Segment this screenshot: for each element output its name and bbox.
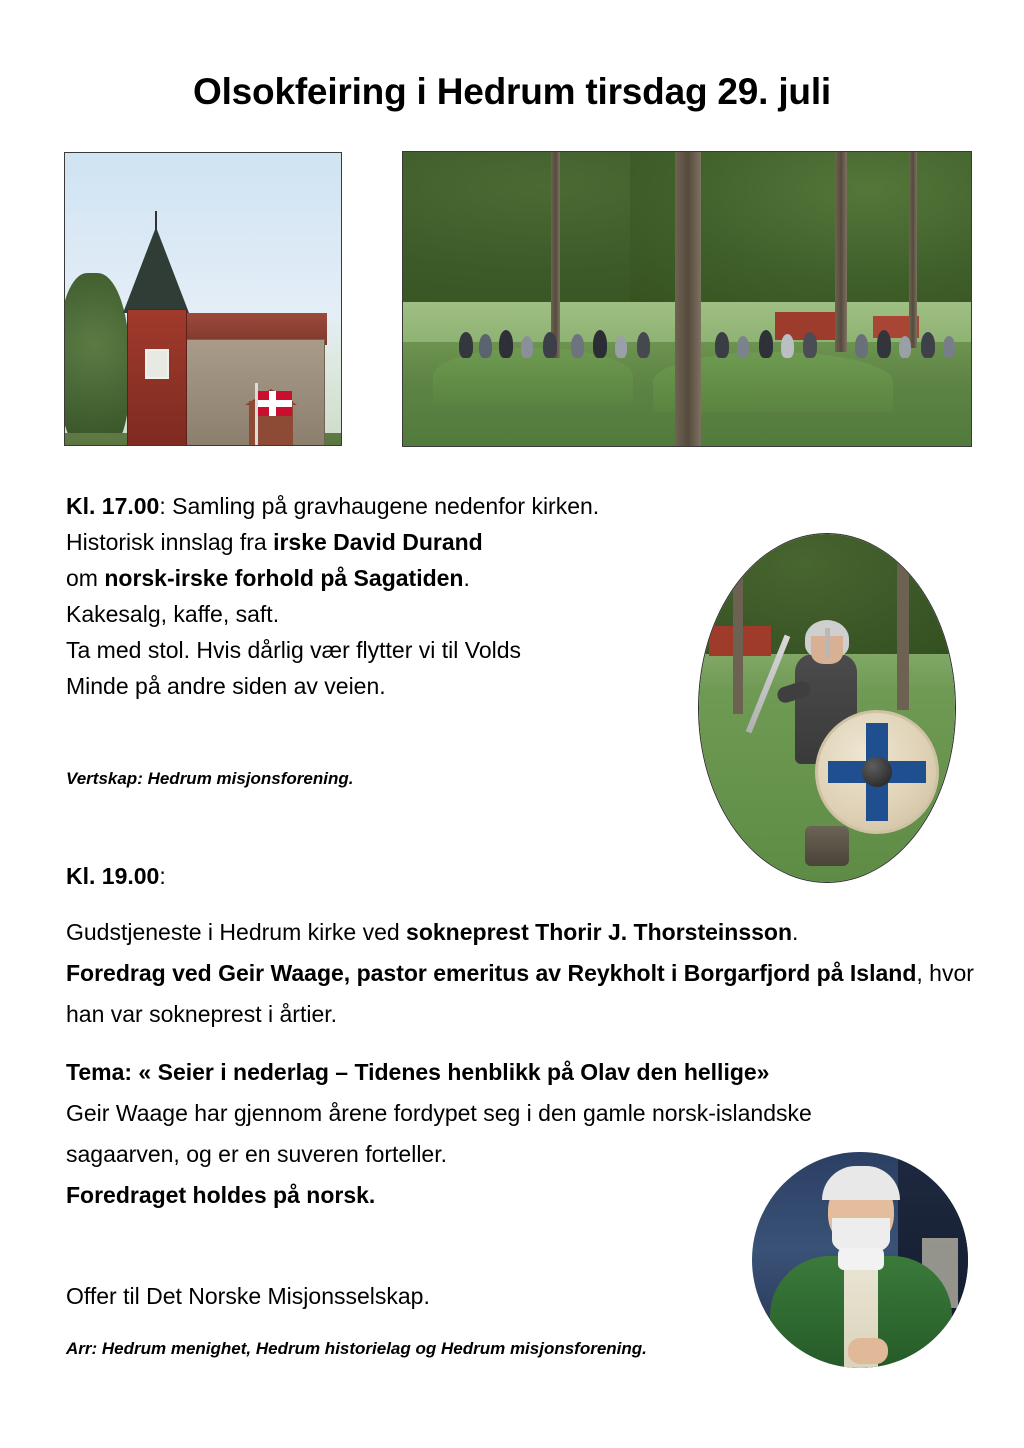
viking-tree-trunk-right: [897, 534, 909, 710]
section-1700-line-6: Minde på andre siden av veien.: [66, 673, 386, 699]
tree-trunk-far-right: [909, 152, 917, 348]
tree-foliage: [64, 273, 129, 446]
gravestones: [65, 441, 341, 446]
section-1900-heading: Kl. 19.00:: [66, 863, 166, 889]
service-line: Gudstjeneste i Hedrum kirke ved sokneprest Thorir J. Thorsteinsson.: [66, 919, 799, 945]
section-1700-line-3: om norsk-irske forhold på Sagatiden.: [66, 565, 470, 591]
language-line: Foredraget holdes på norsk.: [66, 1182, 376, 1208]
about-line-1: Geir Waage har gjennom årene fordypet seg i den gamle norsk-islandske: [66, 1100, 812, 1126]
cross-shield: [815, 710, 939, 834]
spire-finial: [155, 211, 157, 231]
section-1700-text: [66, 488, 686, 704]
clerical-collar: [838, 1248, 884, 1270]
time-1700-label: Kl. 17.00: [66, 493, 160, 519]
lecture-line: Foredrag ved Geir Waage, pastor emeritus av Reykholt i Borgarfjord på Island, hvor han var sokneprest i årtier.: [66, 960, 974, 1027]
time-1900-label: Kl. 19.00: [66, 863, 160, 889]
viking-tree-trunk-left: [733, 534, 743, 714]
viking-reenactor-photo: [698, 533, 956, 883]
shield-boss: [862, 757, 892, 787]
outdoor-gathering-photo: [402, 151, 972, 447]
host-note: Vertskap: Hedrum misjonsforening.: [66, 769, 354, 788]
about-line-2: sagaarven, og er en suveren forteller.: [66, 1141, 448, 1167]
viking-legs: [805, 826, 849, 866]
tree-trunk-right: [835, 152, 847, 352]
offering-line: Offer til Det Norske Misjonsselskap.: [66, 1283, 430, 1309]
section-1900-service: [66, 912, 986, 1035]
tower-spire-roof: [123, 227, 189, 313]
organizers-line: Arr: Hedrum menighet, Hedrum historielag og Hedrum misjonsforening.: [66, 1339, 647, 1358]
thin-tree-trunk: [551, 152, 560, 358]
hedrum-church-photo: [64, 152, 342, 446]
norwegian-flag-left: [258, 391, 292, 416]
section-1700-line-4: Kakesalg, kaffe, saft.: [66, 601, 280, 627]
theme-line: Tema: « Seier i nederlag – Tidenes henblikk på Olav den hellige»: [66, 1059, 770, 1085]
tower-window: [145, 349, 169, 379]
priest-hands: [848, 1338, 888, 1364]
section-1700-line-2: Historisk innslag fra irske David Durand: [66, 529, 483, 555]
helmet-nose-guard: [825, 628, 830, 658]
large-tree-trunk: [675, 152, 701, 446]
page-title: Olsokfeiring i Hedrum tirsdag 29. juli: [193, 70, 831, 112]
section-1700-line-1: Kl. 17.00: Samling på gravhaugene nedenfor kirken.: [66, 493, 600, 519]
section-1700-line-5: Ta med stol. Hvis dårlig vær flytter vi til Volds: [66, 637, 522, 663]
